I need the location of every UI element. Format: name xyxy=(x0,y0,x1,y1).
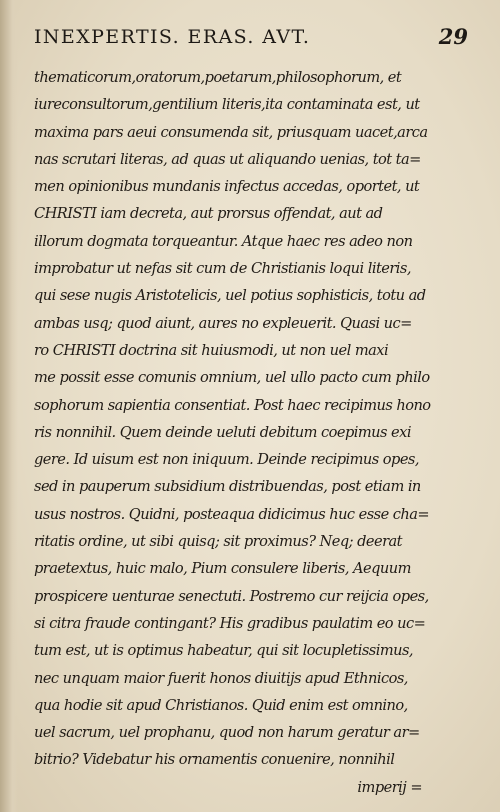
text-line: illorum dogmata torqueantur. Atque haec res adeo non xyxy=(34,232,413,250)
text-line: sophorum sapientia consentiat. Post haec recipimus hono xyxy=(34,396,431,414)
text-line: ritatis ordine, ut sibi quisq; sit proximus? Neq; deerat xyxy=(34,533,402,551)
text-line: thematicorum,oratorum,poetarum,philosophorum, et xyxy=(34,69,402,86)
text-line: prospicere uenturae senectuti. Postremo cur reijcia opes, xyxy=(34,587,429,605)
text-line: iureconsultorum,gentilium literis,ita contaminata est, ut xyxy=(34,96,420,114)
page-header xyxy=(30,22,488,56)
text-line: gere. Id uisum est non iniquum. Deinde recipimus opes, xyxy=(34,451,419,469)
running-head: INEXPERTIS. ERAS. AVT. xyxy=(34,26,311,48)
text-line: nas scrutari literas, ad quas ut aliquando uenias, tot ta= xyxy=(34,150,421,168)
text-line: uel sacrum, uel prophanu, quod non harum geratur ar= xyxy=(34,724,420,742)
text-line: qua hodie sit apud Christianos. Quid enim est omnino, xyxy=(34,696,408,714)
text-line: improbatur ut nefas sit cum de Christianis loqui literis, xyxy=(34,260,411,278)
text-line: nec unquam maior fuerit honos diuitijs apud Ethnicos, xyxy=(34,669,408,687)
text-line: si citra fraude contingant? His gradibus paulatim eo uc= xyxy=(34,614,426,632)
text-line: ris nonnihil. Quem deinde ueluti debitum coepimus exi xyxy=(34,423,411,441)
text-line: qui sese nugis Aristotelicis, uel potius sophisticis, totu ad xyxy=(34,287,426,305)
text-line: tum est, ut is optimus habeatur, qui sit locupletissimus, xyxy=(34,642,413,660)
text-line: ambas usq; quod aiunt, aures no expleuerit. Quasi uc= xyxy=(34,314,412,332)
text-line: sed in pauperum subsidium distribuendas, post etiam in xyxy=(34,478,421,496)
text-line: ro CHRISTI doctrina sit huiusmodi, ut non uel maxi xyxy=(34,341,389,359)
text-line: me possit esse comunis omnium, uel ullo pacto cum philo xyxy=(34,369,430,387)
text-line: men opinionibus mundanis infectus accedas, oportet, ut xyxy=(34,178,420,196)
text-line: bitrio? Videbatur his ornamentis conuenire, nonnihil xyxy=(34,751,395,769)
page-number: 29 xyxy=(438,24,468,49)
text-line: usus nostros. Quidni, posteaqua didicimus huc esse cha= xyxy=(34,505,430,523)
text-line: CHRISTI iam decreta, aut prorsus offendat, aut ad xyxy=(34,205,383,223)
text-line: maxima pars aeui consumenda sit, priusquam uacet,arca xyxy=(34,123,428,141)
text-line: praetextus, huic malo, Pium consulere liberis, Aequum xyxy=(34,560,411,578)
binding-gutter xyxy=(0,0,18,812)
catchword: imperij = xyxy=(357,778,422,796)
body-text xyxy=(34,64,434,801)
